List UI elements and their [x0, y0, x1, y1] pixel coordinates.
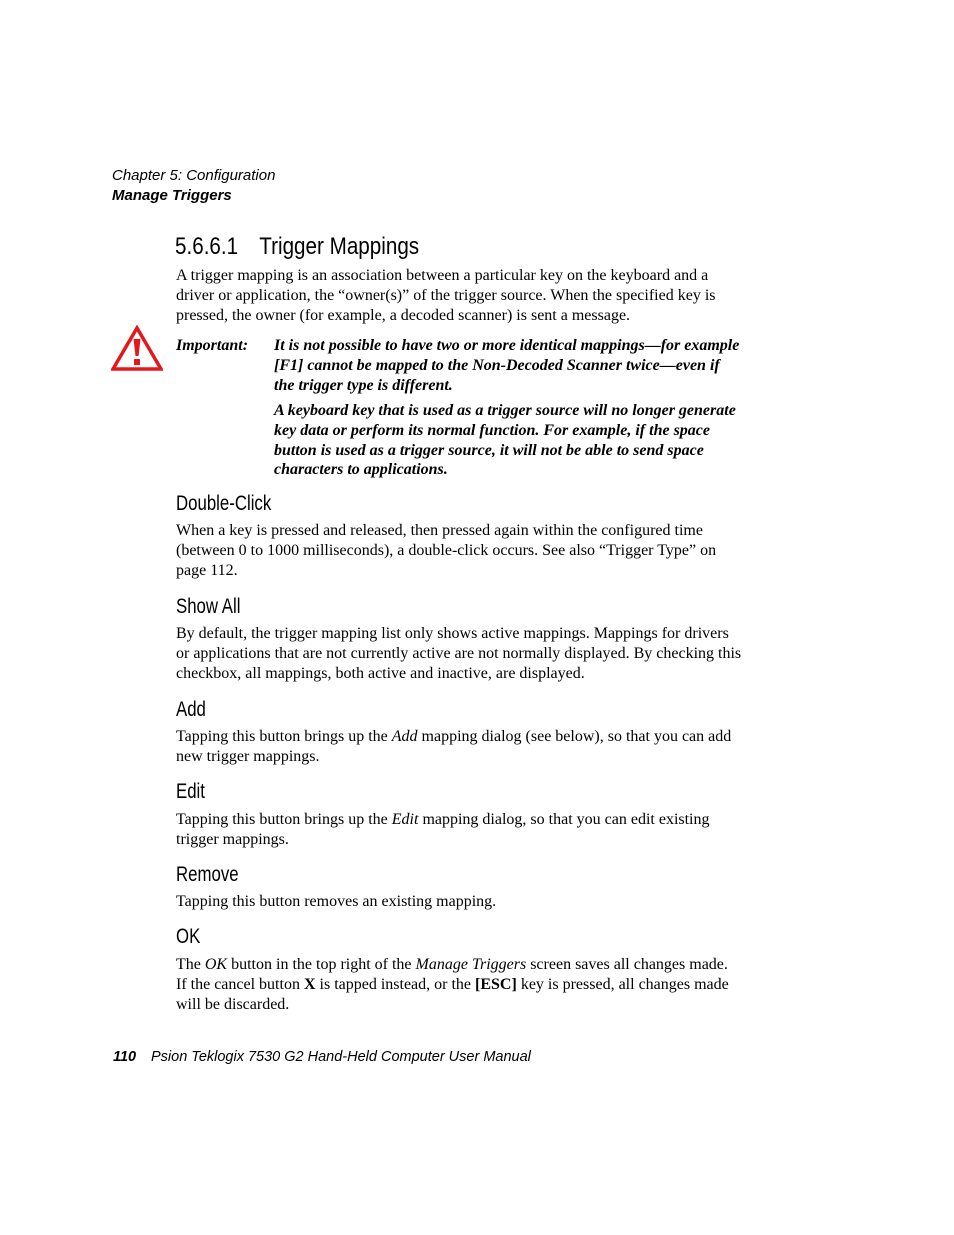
- remove-text: Tapping this button removes an existing mapping.: [176, 893, 497, 910]
- ok-heading: OK: [176, 925, 201, 948]
- remove-heading: Remove: [176, 863, 239, 886]
- add-text-part: mapping dialog (see below), so that you can add new trigger mappings.: [176, 728, 732, 766]
- section-number: 5.6.6.1: [175, 233, 239, 260]
- add-text-part: Tapping this button brings up the: [176, 728, 392, 745]
- page-number: 110: [113, 1049, 137, 1065]
- cancel-x-label: X: [303, 976, 316, 994]
- esc-key-label: [ESC]: [475, 976, 517, 994]
- ok-text-part: screen saves all changes made. If the cancel button: [176, 956, 728, 994]
- edit-heading: Edit: [176, 780, 205, 803]
- page-footer: [113, 1047, 531, 1067]
- important-note-1: It is not possible to have two or more identical mappings—for example [F1] cannot be mapped to the Non-Decoded Scanner twice—even if the trigger type is different.: [274, 337, 740, 394]
- section-title: Trigger Mappings: [259, 233, 420, 260]
- manual-title: Psion Teklogix 7530 G2 Hand-Held Computer User Manual: [151, 1049, 531, 1065]
- double-click-text: When a key is pressed and released, then pressed again within the configured time (between 0 to 1000 milliseconds), a double-click occurs. See also “Trigger Type” on page 112.: [176, 522, 717, 580]
- manage-triggers-screen-name: Manage Triggers: [415, 956, 527, 973]
- important-label: Important:: [176, 337, 249, 354]
- add-dialog-name: Add: [391, 728, 418, 745]
- edit-dialog-name: Edit: [391, 811, 419, 828]
- ok-text-part: The: [176, 956, 205, 973]
- intro-paragraph: A trigger mapping is an association between a particular key on the keyboard and a driver or application, the “owner(s)” of the trigger source. When the specified key is pressed, the owner (for example, a decoded scanner) is sent a message.: [176, 267, 716, 325]
- edit-text-part: Tapping this button brings up the: [176, 811, 392, 828]
- ok-button-name: OK: [204, 956, 228, 973]
- ok-text-part: button in the top right of the: [227, 956, 416, 973]
- double-click-heading: Double-Click: [176, 492, 272, 515]
- section-heading: [175, 230, 419, 264]
- ok-text-part: is tapped instead, or the: [315, 976, 476, 994]
- show-all-text: By default, the trigger mapping list only shows active mappings. Mappings for drivers or applications that are not currently active are not normally displayed. By checking this checkbox, all mappings, both active and inactive, are displayed.: [176, 625, 742, 683]
- show-all-heading: Show All: [176, 595, 241, 618]
- add-text: [176, 727, 742, 767]
- important-note-2: A keyboard key that is used as a trigger source will no longer generate key data or perform its normal function. For example, if the space button is used as a trigger source, it will not be able to send space characters to applications.: [274, 402, 736, 479]
- running-header-section: Manage Triggers: [112, 187, 232, 204]
- warning-triangle-icon: [111, 325, 163, 372]
- edit-text-part: mapping dialog, so that you can edit existing trigger mappings.: [176, 811, 710, 849]
- add-heading: Add: [176, 698, 206, 721]
- edit-text: [176, 810, 742, 850]
- ok-text-part: key is pressed, all changes made will be discarded.: [176, 976, 729, 1014]
- running-header-chapter: Chapter 5: Configuration: [112, 167, 276, 184]
- ok-text: [176, 955, 742, 1016]
